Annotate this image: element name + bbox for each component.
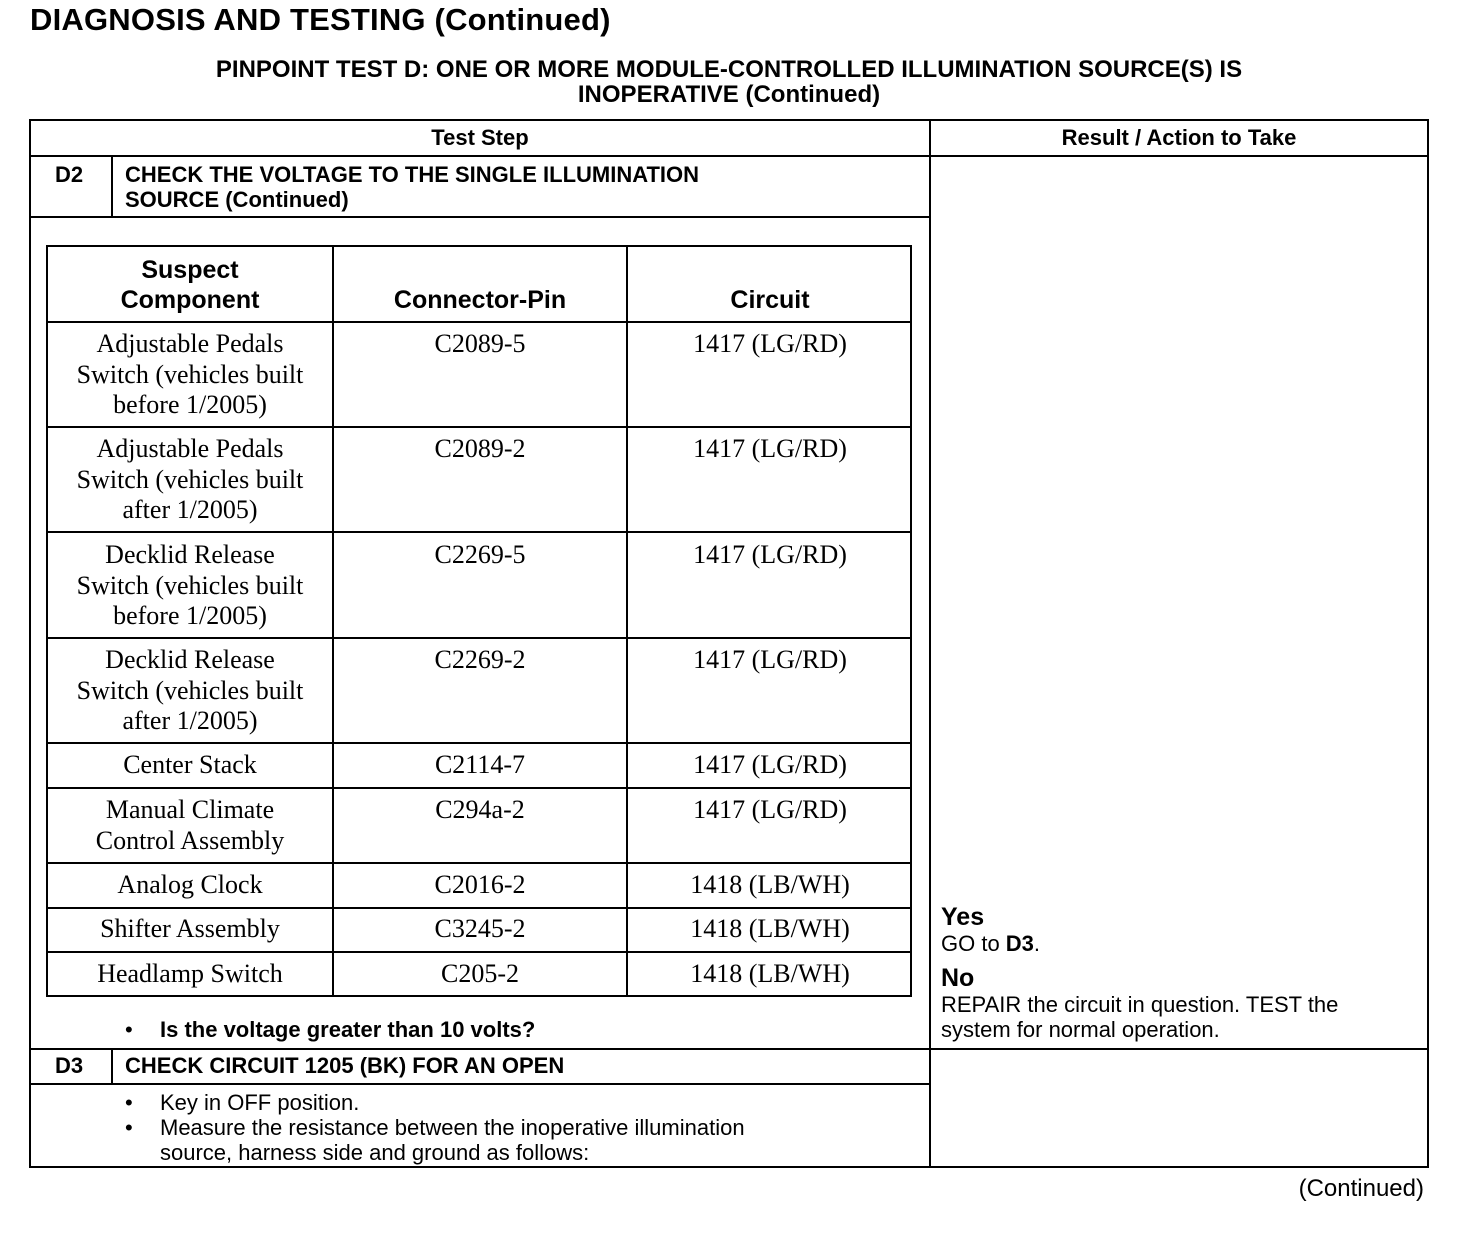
row-divider: [48, 907, 910, 909]
row-divider: [48, 426, 910, 428]
table-row-component: Decklid Release Switch (vehicles built after 1/2005): [76, 645, 304, 735]
table-row-circuit: 1417 (LG/RD): [693, 795, 847, 824]
row-divider: [48, 951, 910, 953]
list-item: [125, 1090, 925, 1116]
table-row-component: Adjustable Pedals Switch (vehicles built before 1/2005): [76, 329, 304, 419]
row-divider: [48, 637, 910, 639]
result-yes-label: Yes: [941, 903, 985, 931]
step-id-divider: [111, 1048, 113, 1083]
table-row-connector-pin: C205-2: [441, 959, 519, 988]
sub-header-component: [48, 255, 332, 315]
table-row-component: Analog Clock: [117, 870, 263, 899]
step-title-underline: [31, 1083, 929, 1085]
table-row-connector-pin: C2089-2: [434, 434, 526, 463]
step-id-divider: [111, 155, 113, 216]
voltage-question: Is the voltage greater than 10 volts?: [160, 1017, 536, 1042]
column-header-test-step: Test Step: [431, 125, 529, 150]
table-row-circuit: 1417 (LG/RD): [693, 434, 847, 463]
bullet: •: [125, 1115, 133, 1140]
instruction-text: Key in OFF position.: [160, 1090, 360, 1115]
bullet: •: [125, 1017, 133, 1042]
table-row-connector-pin: C3245-2: [434, 914, 526, 943]
step-title-underline: [31, 216, 929, 218]
sub-header-circuit: Circuit: [730, 286, 810, 314]
table-row-component: Manual Climate Control Assembly: [95, 795, 285, 855]
table-row-connector-pin: C2114-7: [434, 750, 526, 779]
list-item: [125, 1115, 925, 1167]
row-divider: [48, 531, 910, 533]
sub-header-connector-pin: Connector-Pin: [393, 286, 567, 314]
table-row-component: Headlamp Switch: [97, 959, 283, 988]
step-id-d2: D2: [55, 162, 84, 187]
table-row-connector-pin: C2016-2: [434, 870, 526, 899]
table-row-connector-pin: C2269-5: [434, 540, 526, 569]
sub-header-component-line2: Component: [120, 286, 260, 314]
table-row-circuit: 1417 (LG/RD): [693, 540, 847, 569]
table-row-circuit: 1418 (LB/WH): [690, 914, 850, 943]
pinpoint-test-title: [0, 57, 1458, 107]
step-title-d2: [125, 162, 699, 212]
suspect-component-table: [46, 245, 912, 997]
pinpoint-test-title-line2: INOPERATIVE (Continued): [577, 81, 881, 108]
table-row-connector-pin: C2089-5: [434, 329, 526, 358]
list-item: [125, 1017, 925, 1043]
table-row-circuit: 1417 (LG/RD): [693, 645, 847, 674]
row-divider: [48, 742, 910, 744]
continued-footer: (Continued): [1298, 1175, 1424, 1202]
page-title: DIAGNOSIS AND TESTING (Continued): [30, 2, 611, 37]
result-no-label: No: [941, 964, 975, 992]
result-yes-text: GO to D3.: [941, 931, 1041, 956]
table-row-circuit: 1418 (LB/WH): [690, 870, 850, 899]
table-row-circuit: 1417 (LG/RD): [693, 329, 847, 358]
table-row-circuit: 1418 (LB/WH): [690, 959, 850, 988]
step-divider: [31, 1048, 1427, 1050]
step-title-d3: CHECK CIRCUIT 1205 (BK) FOR AN OPEN: [125, 1053, 565, 1078]
column-header-result-action: Result / Action to Take: [1061, 125, 1297, 150]
column-divider: [929, 121, 931, 1166]
sub-header-divider: [48, 321, 910, 323]
table-row-circuit: 1417 (LG/RD): [693, 750, 847, 779]
table-row-component: Center Stack: [123, 750, 257, 779]
table-row-connector-pin: C294a-2: [435, 795, 525, 824]
step-id-d3: D3: [55, 1053, 84, 1078]
sub-header-component-line1: Suspect: [141, 256, 239, 284]
result-no-text: REPAIR the circuit in question. TEST the system for normal operation.: [941, 992, 1339, 1042]
step-title-d2-line1: CHECK THE VOLTAGE TO THE SINGLE ILLUMINATION: [125, 162, 700, 187]
step-title-d2-line2: SOURCE (Continued): [125, 187, 349, 212]
instruction-text: Measure the resistance between the inoperative illumination source, harness side and ground as follows:: [160, 1115, 745, 1165]
header-divider: [31, 155, 1427, 157]
table-row-connector-pin: C2269-2: [434, 645, 526, 674]
row-divider: [48, 862, 910, 864]
table-row-component: Decklid Release Switch (vehicles built before 1/2005): [76, 540, 304, 630]
bullet: •: [125, 1090, 133, 1115]
row-divider: [48, 787, 910, 789]
goto-step-link[interactable]: D3: [1005, 931, 1034, 956]
table-row-component: Adjustable Pedals Switch (vehicles built after 1/2005): [76, 434, 304, 524]
test-step-table: [29, 119, 1429, 1168]
table-row-component: Shifter Assembly: [100, 914, 280, 943]
pinpoint-test-title-line1: PINPOINT TEST D: ONE OR MORE MODULE-CONTROLLED ILLUMINATION SOURCE(S) IS: [215, 56, 1243, 83]
